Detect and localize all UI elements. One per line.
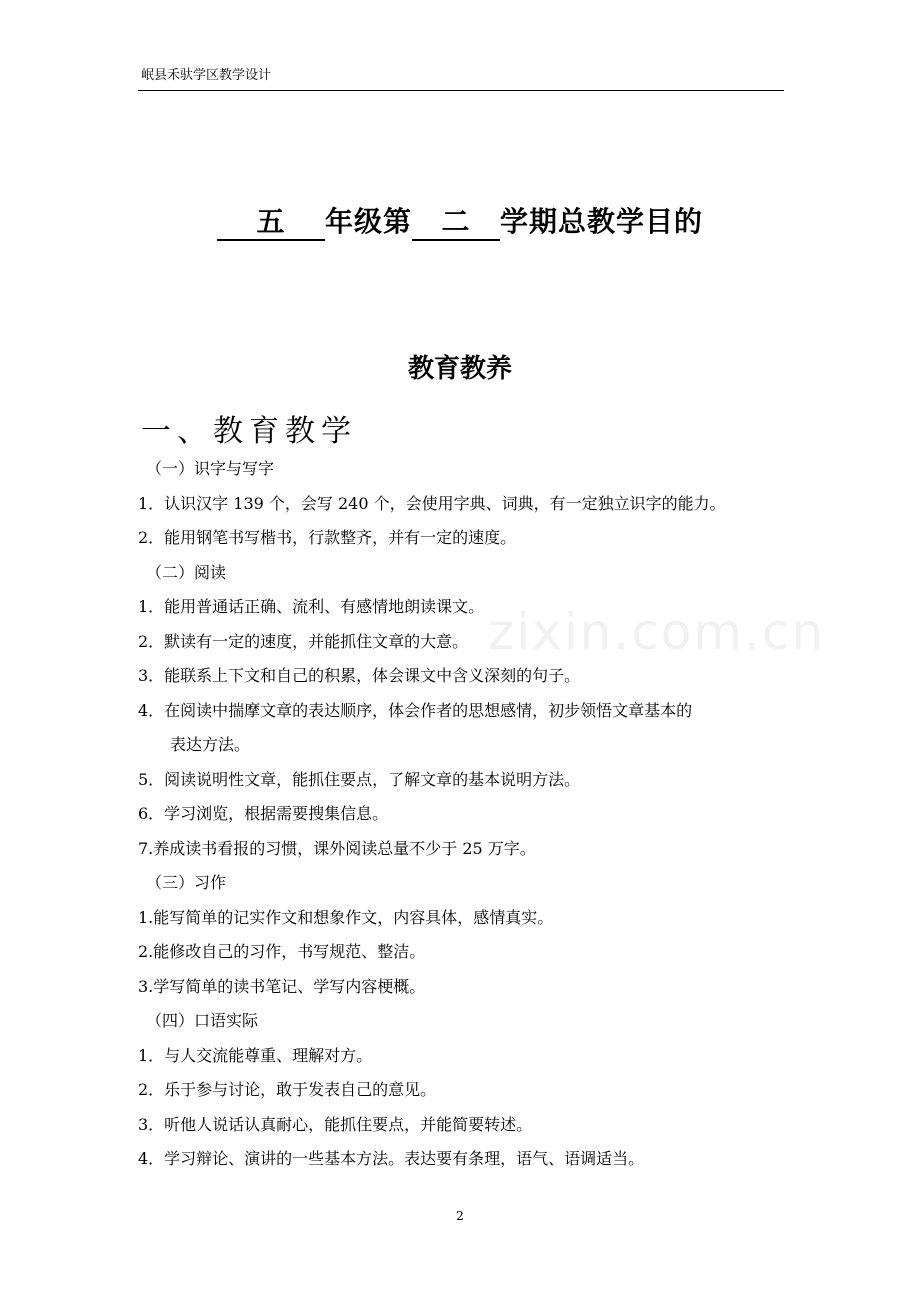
- section-title: 教育教养: [407, 354, 512, 384]
- title-mid-text: 年级第: [324, 205, 412, 238]
- section-heading: （三）习作: [146, 873, 227, 892]
- list-item: 4．在阅读中揣摩文章的表达顺序，体会作者的思想感情，初步领悟文章基本的: [138, 700, 693, 720]
- list-item-continuation: 表达方法。: [170, 735, 251, 754]
- list-item: 1．认识汉字 139 个，会写 240 个，会使用字典、词典，有一定独立识字的能力。: [138, 493, 726, 513]
- header-rule: [138, 90, 784, 91]
- page-number: 2: [456, 1209, 464, 1223]
- list-item: 2．默读有一定的速度，并能抓住文章的大意。: [138, 631, 469, 651]
- list-item: 3．听他人说话认真耐心，能抓住要点，并能简要转述。: [138, 1114, 533, 1134]
- grade-blank: 五: [217, 205, 325, 241]
- list-item: 1．能用普通话正确、流利、有感情地朗读课文。: [138, 597, 485, 616]
- page-header: 岷县禾驮学区教学设计: [141, 68, 272, 83]
- list-item: 1．与人交流能尊重、理解对方。: [138, 1045, 373, 1065]
- watermark-text: zixin.com.cn: [488, 603, 826, 661]
- list-item: 2.能修改自己的习作，书写规范、整洁。: [138, 942, 426, 961]
- list-item: 2．能用钢笔书写楷书，行款整齐，并有一定的速度。: [138, 528, 517, 547]
- chapter-heading: 一、教育教学: [141, 414, 357, 449]
- list-item: 4．学习辩论、演讲的一些基本方法。表达要有条理，语气、语调适当。: [138, 1149, 645, 1168]
- content-list: [138, 456, 798, 1181]
- list-item: 3．能联系上下文和自己的积累，体会课文中含义深刻的句子。: [138, 666, 581, 685]
- term-blank: 二: [412, 205, 500, 241]
- title-tail-text: 学期总教学目的: [500, 205, 704, 238]
- list-item: 1.能写简单的记实作文和想象作文，内容具体，感情真实。: [138, 907, 554, 927]
- list-item: 7.养成读书看报的习惯，课外阅读总量不少于 25 万字。: [138, 838, 536, 858]
- list-item: 5．阅读说明性文章，能抓住要点，了解文章的基本说明方法。: [138, 769, 581, 789]
- section-heading: （二）阅读: [146, 562, 227, 582]
- list-item: 6．学习浏览，根据需要搜集信息。: [138, 804, 389, 823]
- section-heading: （一）识字与写字: [146, 459, 275, 478]
- list-item: 2．乐于参与讨论，敢于发表自己的意见。: [138, 1080, 437, 1099]
- list-item: 3.学写简单的读书笔记、学写内容梗概。: [138, 976, 426, 996]
- section-heading: （四）口语实际: [146, 1011, 259, 1030]
- page-title: [0, 200, 920, 241]
